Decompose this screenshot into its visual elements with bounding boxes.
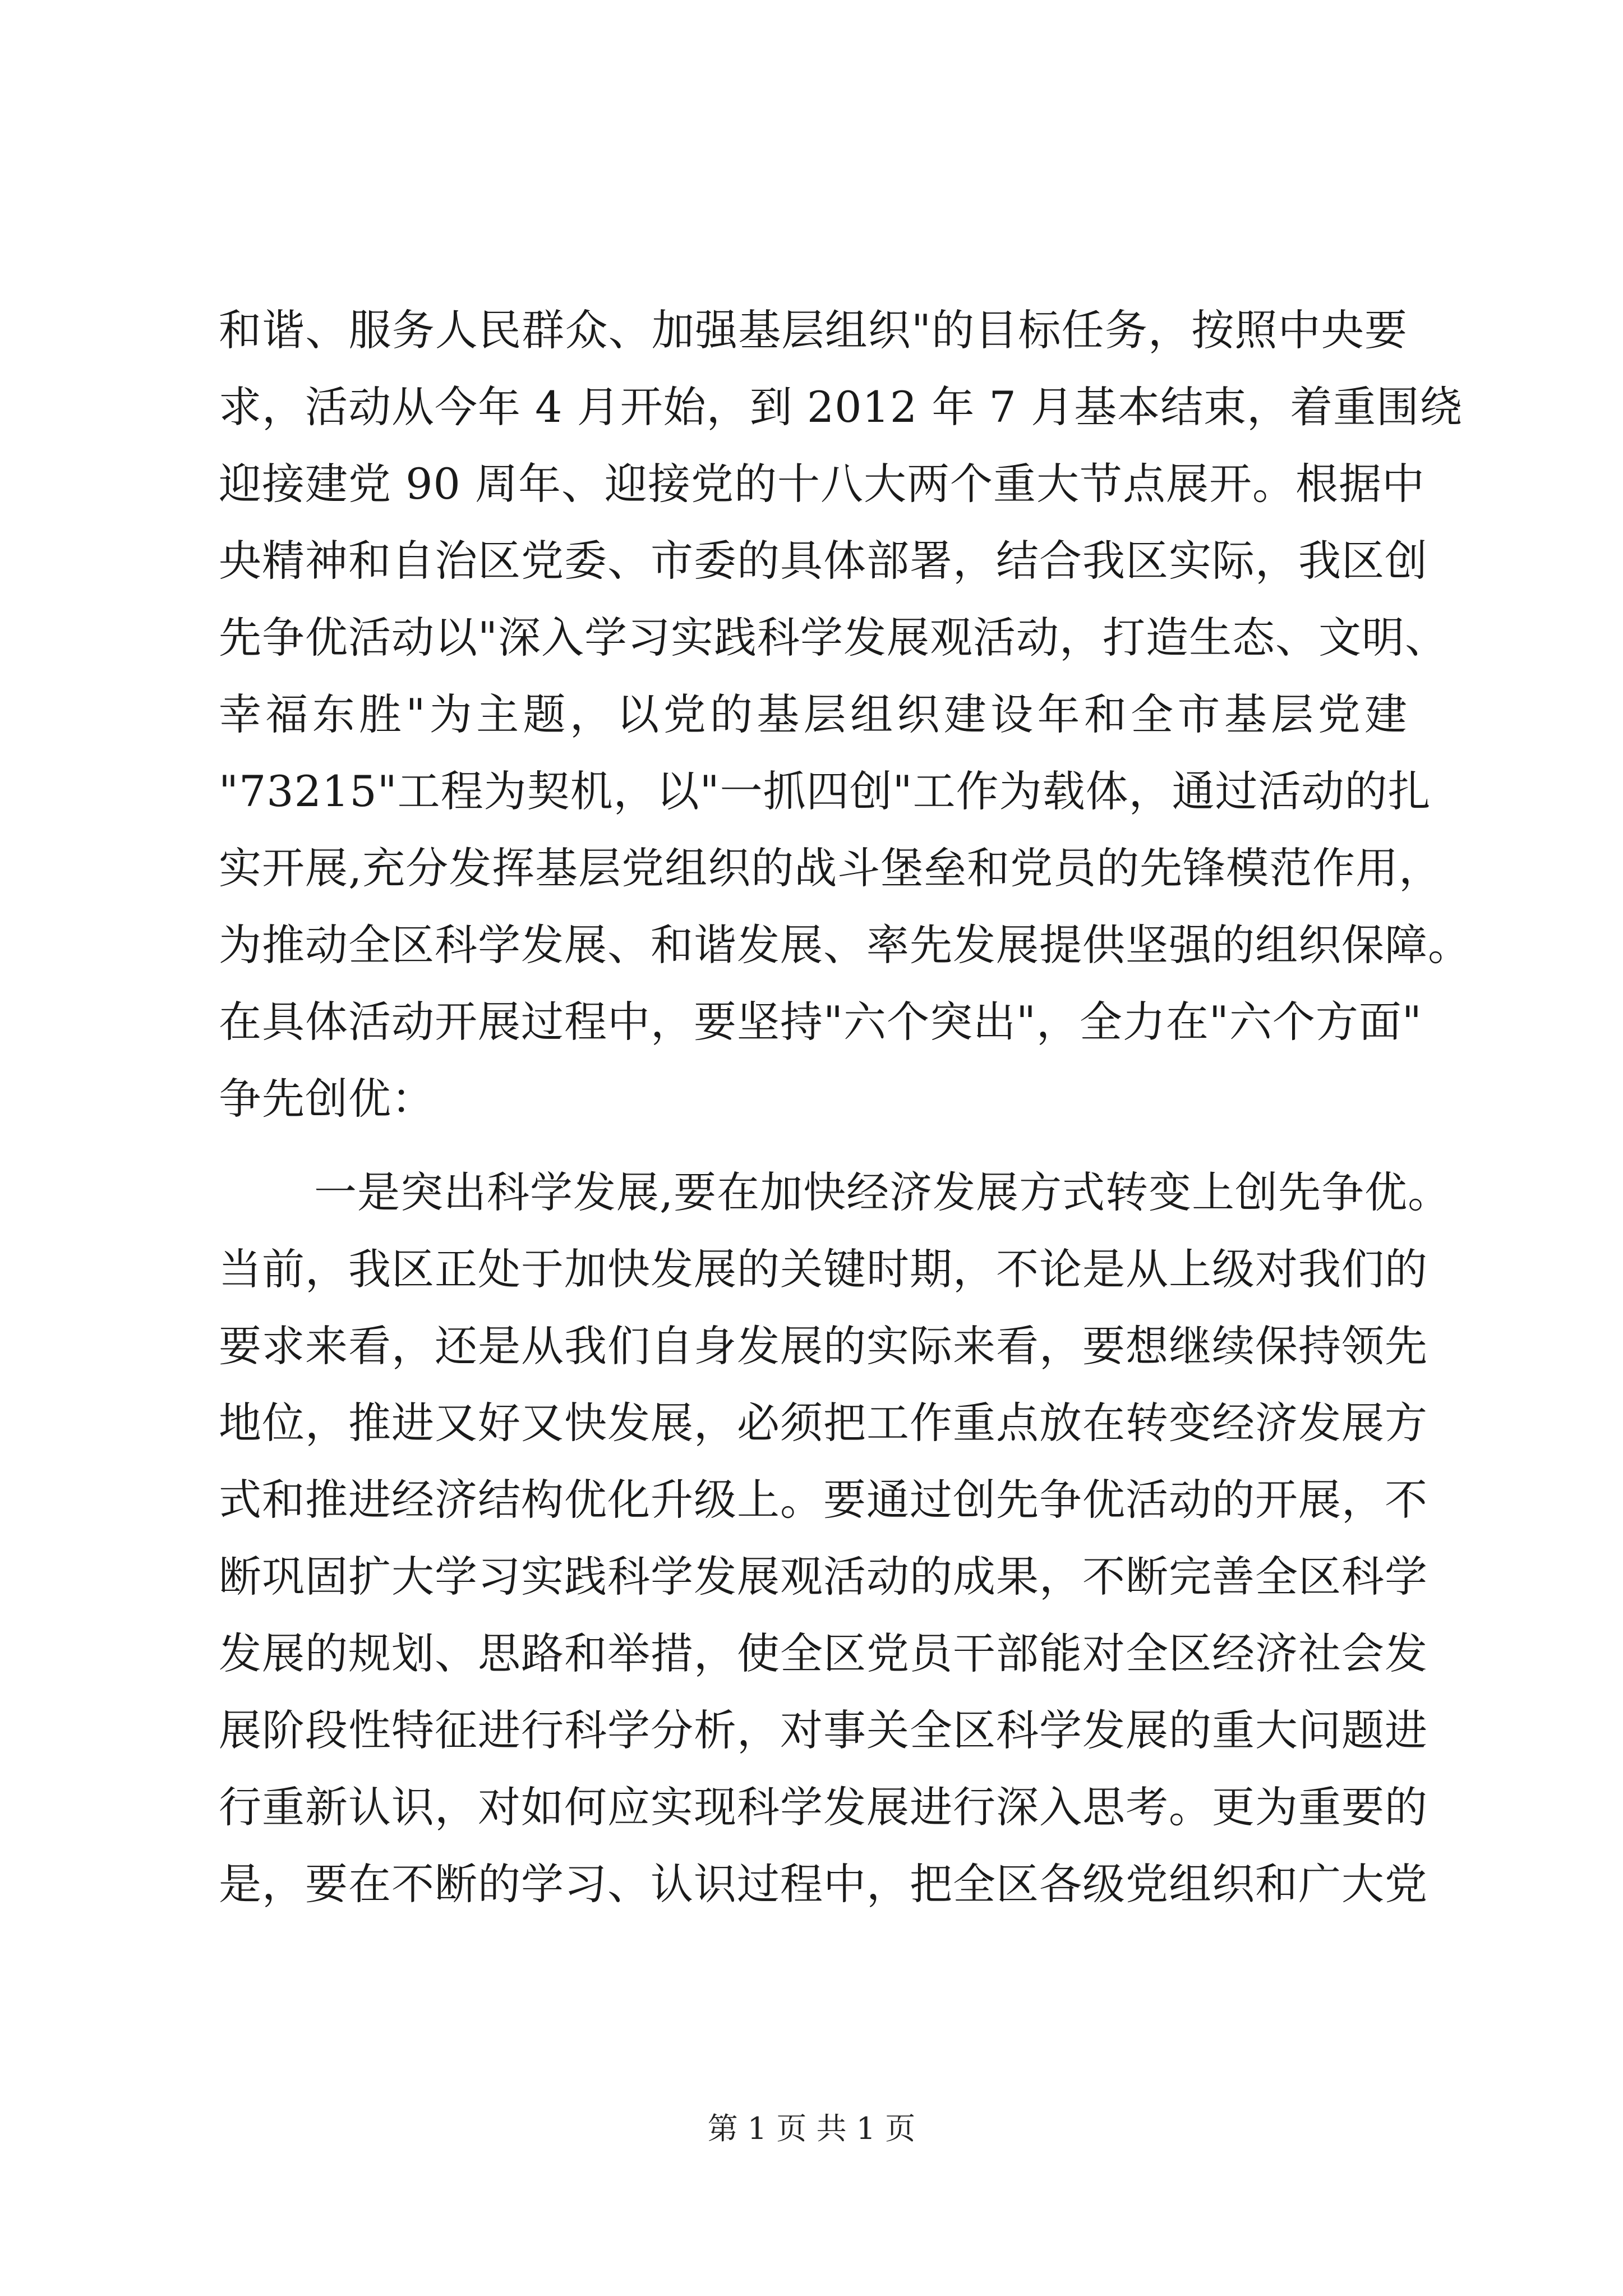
- text-line: 式和推进经济结构优化升级上。要通过创先争优活动的开展，不: [219, 1475, 1428, 1525]
- page-number: 第 1 页 共 1 页: [707, 2111, 916, 2146]
- text-line: 在具体活动开展过程中，要坚持"六个突出"，全力在"六个方面": [219, 997, 1422, 1047]
- text-line: 求，活动从今年 4 月开始，到 2012 年 7 月基本结束，着重围绕: [219, 382, 1463, 432]
- text-line: 当前，我区正处于加快发展的关键时期，不论是从上级对我们的: [219, 1244, 1428, 1294]
- text-line: 行重新认识，对如何应实现科学发展进行深入思考。更为重要的: [219, 1782, 1428, 1832]
- text-line: 断巩固扩大学习实践科学发展观活动的成果，不断完善全区科学: [219, 1552, 1428, 1602]
- text-line: 为推动全区科学发展、和谐发展、率先发展提供坚强的组织保障。: [219, 920, 1471, 970]
- text-line: 先争优活动以"深入学习实践科学发展观活动，打造生态、文明、: [219, 613, 1448, 662]
- text-line: "73215"工程为契机，以"一抓四创"工作为载体，通过活动的扎: [219, 766, 1431, 816]
- text-line: 一是突出科学发展,要在加快经济发展方式转变上创先争优。: [314, 1167, 1451, 1217]
- text-line: 幸福东胜"为主题，以党的基层组织建设年和全市基层党建: [219, 689, 1408, 739]
- page-footer: [0, 2109, 1623, 2148]
- body-text: [219, 292, 1471, 1922]
- text-line: 地位，推进又好又快发展，必须把工作重点放在转变经济发展方: [219, 1398, 1428, 1448]
- text-line: 发展的规划、思路和举措，使全区党员干部能对全区经济社会发: [219, 1628, 1428, 1678]
- text-line: 迎接建党 90 周年、迎接党的十八大两个重大节点展开。根据中: [219, 459, 1426, 509]
- text-line: 展阶段性特征进行科学分析，对事关全区科学发展的重大问题进: [219, 1705, 1428, 1755]
- text-line: 是，要在不断的学习、认识过程中，把全区各级党组织和广大党: [219, 1859, 1428, 1909]
- text-line: 实开展,充分发挥基层党组织的战斗堡垒和党员的先锋模范作用，: [219, 843, 1442, 893]
- text-line: 央精神和自治区党委、市委的具体部署，结合我区实际，我区创: [219, 536, 1428, 586]
- text-line: 要求来看，还是从我们自身发展的实际来看，要想继续保持领先: [219, 1321, 1428, 1371]
- text-line: 和谐、服务人民群众、加强基层组织"的目标任务，按照中央要: [219, 305, 1408, 355]
- text-line: 争先创优：: [219, 1074, 435, 1124]
